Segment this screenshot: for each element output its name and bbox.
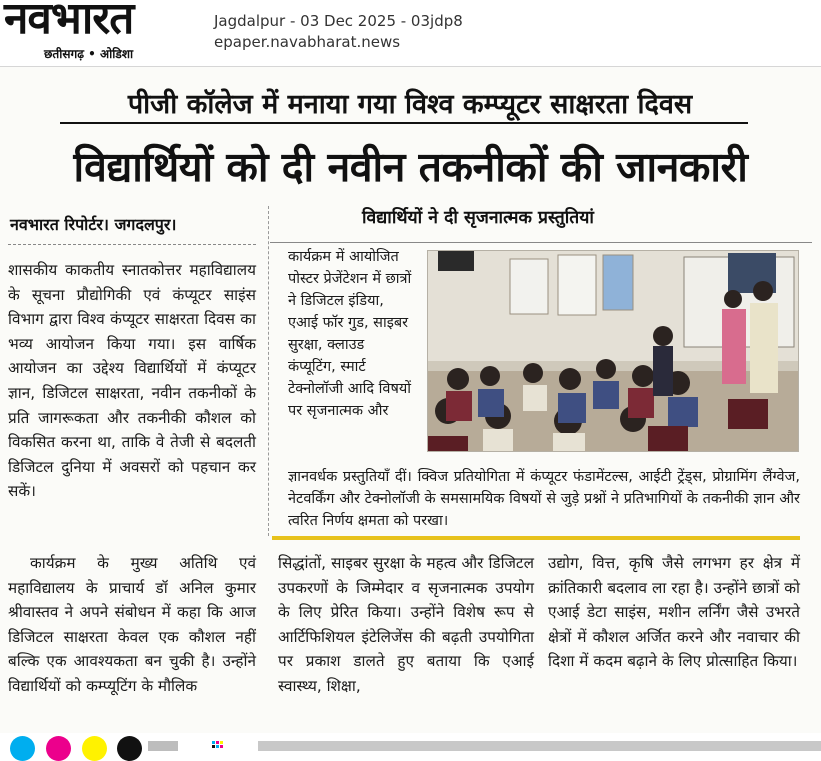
gray-tone-strip bbox=[258, 741, 821, 751]
article-column-3 bbox=[548, 551, 800, 674]
paragraph: सिद्धांतों, साइबर सुरक्षा के महत्व और डिजिटल उपकरणों के जिम्मेदार व सृजनात्मक उपयोग के लिए प्रेरित किया। उन्होंने विशेष रूप से आर्टिफिशियल इंटेलिजेंस की बढ़ती उपयोगिता पर प्रकाश डालते हुए बताया कि एआई स्वास्थ्य, शिक्षा, bbox=[278, 554, 534, 695]
newspaper-logo[interactable] bbox=[4, 0, 204, 61]
photo-heading-divider bbox=[270, 242, 812, 243]
gray-tone-bar bbox=[148, 741, 178, 751]
yellow-registration-dot bbox=[82, 736, 107, 761]
cyan-registration-dot bbox=[10, 736, 35, 761]
article-headline: विद्यार्थियों को दी नवीन तकनीकों की जानकारी bbox=[73, 143, 748, 191]
epaper-site-link[interactable]: epaper.navabharat.news bbox=[214, 33, 401, 51]
column-divider bbox=[268, 206, 269, 536]
magenta-registration-dot bbox=[46, 736, 71, 761]
section-accent-rule bbox=[272, 536, 800, 540]
byline-divider bbox=[8, 244, 256, 245]
article-column-1-top bbox=[8, 258, 256, 504]
article-column-2 bbox=[278, 551, 534, 699]
kicker-underline bbox=[60, 122, 748, 124]
registration-mark-icon bbox=[212, 741, 228, 751]
photo-section-heading: विद्यार्थियों ने दी सृजनात्मक प्रस्तुतियां bbox=[362, 208, 594, 228]
classroom-photo[interactable] bbox=[427, 250, 799, 452]
classroom-photo-illustration bbox=[428, 251, 798, 451]
article-column-1-bottom bbox=[8, 551, 256, 699]
paragraph: उद्योग, वित्त, कृषि जैसे लगभग हर क्षेत्र में क्रांतिकारी बदलाव ला रहा है। उन्होंने छात्रों को एआई डेटा साइंस, मशीन लर्निंग जैसे उभरते क्षेत्रों में कौशल अर्जित करने और नवाचार की दिशा में कदम बढ़ाने के लिए प्रोत्साहित किया। bbox=[548, 554, 800, 671]
black-registration-dot bbox=[117, 736, 142, 761]
masthead bbox=[0, 0, 821, 67]
logo-subtitle: छतीसगढ़ • ओडिशा bbox=[44, 47, 134, 61]
paragraph: शासकीय काकतीय स्नातकोत्तर महाविद्यालय के सूचना प्रौद्योगिकी एवं कंप्यूटर साइंस विभाग द्वारा विश्व कंप्यूटर साक्षरता दिवस का भव्य आयोजन किया गया। इस वार्षिक आयोजन का उद्देश्य विद्यार्थियों में कंप्यूटर ज्ञान, डिजिटल साक्षरता, नवीन तकनीकों के प्रति जागरूकता और तकनीकी कौशल को विकसित करना था, ताकि वे तेजी से बदलती डिजिटल दुनिया में अवसरों को पहचान कर सकें। bbox=[8, 261, 256, 501]
photo-caption-bottom: ज्ञानवर्धक प्रस्तुतियाँ दीं। क्विज प्रतियोगिता में कंप्यूटर फंडामेंटल्स, आईटी ट्रेंड्स, प्रोग्रामिंग लैंग्वेज, नेटवर्किंग और टेक्नोलॉजी के समसामयिक विषयों से जुड़े प्रश्नों ने प्रतिभागियों के तकनीकी ज्ञान और त्वरित निर्णय क्षमता को परखा। bbox=[288, 469, 800, 529]
byline: नवभारत रिपोर्टर। जगदलपुर। bbox=[10, 215, 177, 234]
edition-info: Jagdalpur - 03 Dec 2025 - 03jdp8 bbox=[214, 12, 463, 30]
logo-wordmark: नवभारत bbox=[4, 0, 134, 44]
paragraph: कार्यक्रम के मुख्य अतिथि एवं महाविद्यालय के प्राचार्य डॉ अनिल कुमार श्रीवास्तव ने अपने संबोधन में कहा कि आज डिजिटल साक्षरता केवल एक कौशल नहीं बल्कि एक आवश्यकता बन चुकी है। उन्होंने विद्यार्थियों को कम्प्यूटिंग के मौलिक bbox=[8, 554, 256, 695]
photo-caption-side: कार्यक्रम में आयोजित पोस्टर प्रेजेंटेशन में छात्रों ने डिजिटल इंडिया, एआई फॉर गुड, साइबर सुरक्षा, क्लाउड कंप्यूटिंग, स्मार्ट टेक्नोलॉजी आदि विषयों पर सृजनात्मक और bbox=[288, 249, 412, 419]
article-kicker: पीजी कॉलेज में मनाया गया विश्व कम्प्यूटर साक्षरता दिवस bbox=[127, 89, 693, 120]
